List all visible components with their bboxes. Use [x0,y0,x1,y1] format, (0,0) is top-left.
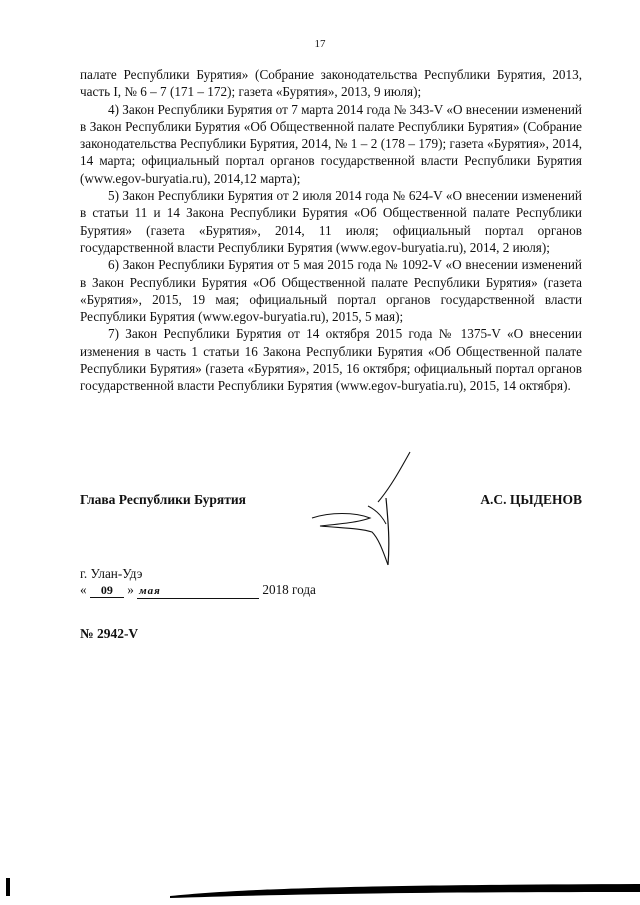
signatory-title: Глава Республики Бурятия [80,492,246,507]
document-body [80,66,582,395]
paragraph-item-7: 7) Закон Республики Бурятия от 14 октября 2015 года № 1375-V «О внесении изменения в часть 1 статьи 16 Закона Республики Бурятия «Об Общественной палате Республики Бурятия» (газета «Бурятия», 2015, 16 октября; официальный портал органов государственной власти Республики Бурятия (www.egov-buryatia.ru), 2015, 14 октября). [80,326,582,394]
signatory-name: А.С. ЦЫДЕНОВ [480,492,582,507]
place-of-signing: г. Улан-Удэ [80,566,143,581]
page-number: 17 [314,38,326,50]
law-number: № 2942-V [80,626,139,641]
date-day: 09 [90,583,124,598]
date-month: мая [137,584,259,599]
paragraph-item-4: 4) Закон Республики Бурятия от 7 марта 2014 года № 343-V «О внесении изменений в Закон Республики Бурятия «Об Общественной палате Республики Бурятия» (Собрание законодательства Республики Бурятия, 2014, № 1 – 2 (178 – 179); газета «Бурятия», 2014, 14 марта; официальный портал органов государственной власти Республики Бурятия (www.egov-buryatia.ru), 2014,12 марта); [80,101,582,186]
date-open-quote: « [80,582,87,597]
scan-artifact-mark [6,878,10,896]
signing-date [80,582,316,599]
paragraph-continuation: палате Республики Бурятия» (Собрание законодательства Республики Бурятия, 2013, часть I, № 6 – 7 (171 – 172); газета «Бурятия», 2013, 9 июля); [80,67,582,100]
date-year: 2018 года [262,582,316,597]
scan-artifact-stroke [170,882,640,902]
paragraph-item-5: 5) Закон Республики Бурятия от 2 июля 2014 года № 624-V «О внесении изменений в статьи 11 и 14 Закона Республики Бурятия «Об Общественной палате Республики Бурятия» (газета «Бурятия», 2014, 11 июля; официальный портал органов государственной власти Республики Бурятия (www.egov-buryatia.ru), 2014, 2 июля); [80,188,582,255]
date-close-quote: » [127,582,134,597]
paragraph-item-6: 6) Закон Республики Бурятия от 5 мая 2015 года № 1092-V «О внесении изменений в Закон Республики Бурятия «Об Общественной палате Республики Бурятия» (газета «Бурятия», 2015, 19 мая; официальный портал органов государственной власти Республики Бурятия (www.egov-buryatia.ru), 2015, 5 мая); [80,257,582,325]
handwritten-signature [300,440,420,590]
